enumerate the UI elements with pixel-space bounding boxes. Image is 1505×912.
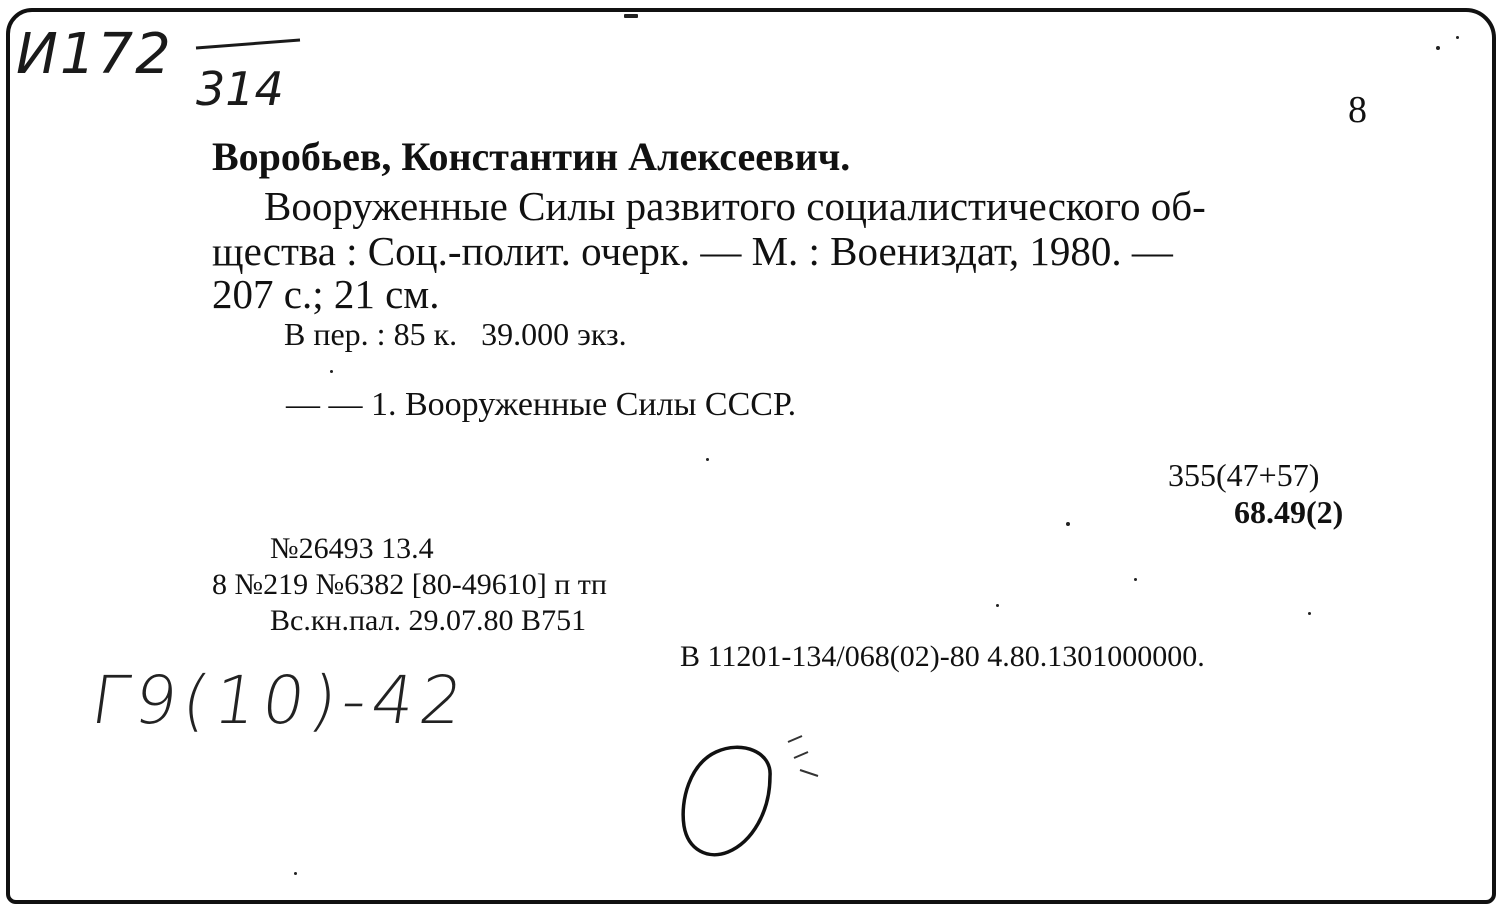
record-line-2: 8 №219 №6382 [80-49610] п тп	[212, 568, 607, 601]
handwritten-classification: Г9(10)-42	[86, 662, 474, 739]
subject-heading: — — 1. Вооруженные Силы СССР.	[286, 386, 797, 423]
scan-speck	[996, 604, 999, 607]
record-line-4: В 11201-134/068(02)-80 4.80.1301000000.	[680, 640, 1205, 673]
scan-speck	[624, 14, 638, 18]
title-line-2: щества : Соц.-полит. очерк. — М. : Воениздат, 1980. —	[212, 228, 1173, 274]
record-line-1: №26493 13.4	[270, 532, 434, 565]
title-line-3: 207 с.; 21 см.	[212, 271, 440, 317]
record-line-3: Вс.кн.пал. 29.07.80 В751	[270, 604, 587, 637]
author-heading: Воробьев, Константин Алексеевич.	[212, 134, 851, 179]
handwritten-fraction-denominator: 314	[196, 62, 284, 116]
scan-speck	[1308, 612, 1311, 615]
classification-code-1: 355(47+57)	[1168, 457, 1320, 493]
scan-speck	[706, 458, 709, 461]
price-edition-line: В пер. : 85 к. 39.000 экз.	[284, 316, 627, 352]
scan-speck	[330, 370, 333, 373]
scan-speck	[294, 872, 297, 875]
scan-speck	[1134, 578, 1137, 581]
corner-number: 8	[1348, 89, 1367, 131]
classification-code-2: 68.49(2)	[1234, 494, 1344, 530]
title-line-1: Вооруженные Силы развитого социалистического об-	[264, 183, 1206, 229]
handwritten-call-number: И172	[16, 22, 173, 87]
scan-speck	[1456, 36, 1459, 39]
scan-speck	[1066, 522, 1070, 526]
scan-speck	[1436, 46, 1440, 50]
